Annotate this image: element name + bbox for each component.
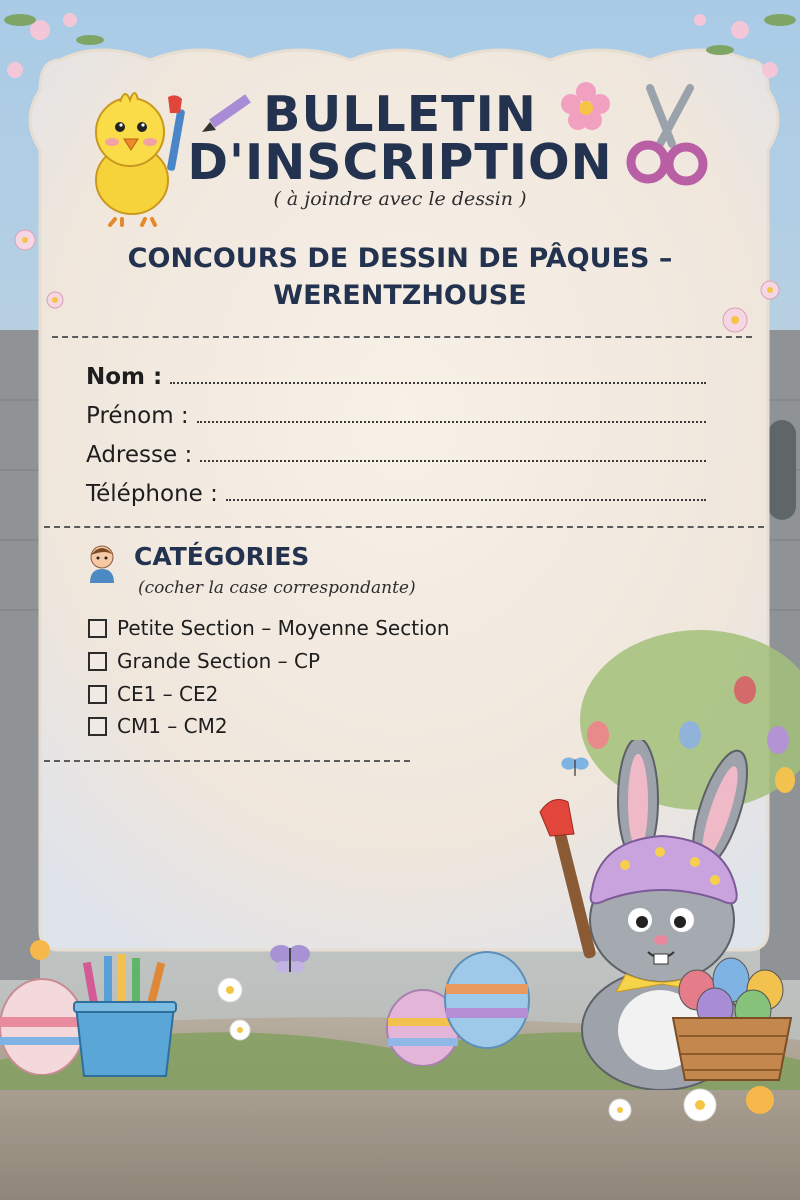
category-option[interactable] [88,616,450,640]
prenom-line[interactable] [197,407,706,423]
contest-line-2: WERENTZHOUSE [273,280,527,311]
checkbox[interactable] [88,619,107,638]
category-option[interactable] [88,649,320,673]
nom-line[interactable] [170,368,706,384]
category-label: Petite Section – Moyenne Section [117,616,450,640]
divider-middle [44,526,764,528]
category-label: CM1 – CM2 [117,714,228,738]
title-line-1: BULLETIN [263,86,537,143]
category-label: Grande Section – CP [117,649,321,673]
pencil-cup-icon [72,952,182,1082]
checkbox[interactable] [88,717,107,736]
title-line-2: D'INSCRIPTION [187,134,613,191]
contest-line-1: CONCOURS DE DESSIN DE PÂQUES – [127,243,673,274]
child-icon [86,543,118,583]
adresse-field[interactable] [86,442,706,468]
telephone-field[interactable] [86,481,706,507]
adresse-line[interactable] [200,446,706,462]
adresse-label: Adresse : [86,442,193,468]
categories-title: CATÉGORIES [134,542,310,571]
easter-egg-icon [442,950,532,1050]
category-option[interactable] [88,682,218,706]
subtitle: ( à joindre avec le dessin ) [273,188,527,210]
nom-field[interactable] [86,364,706,390]
categories-hint: (cocher la case correspondante) [138,578,416,598]
checkbox[interactable] [88,652,107,671]
checkbox[interactable] [88,685,107,704]
category-label: CE1 – CE2 [117,682,219,706]
prenom-label: Prénom : [86,403,189,429]
divider-top [52,336,752,338]
nom-label: Nom : [86,364,163,390]
category-option[interactable] [88,714,228,738]
basket-icon [665,948,800,1088]
divider-bottom [44,760,410,762]
prenom-field[interactable] [86,403,706,429]
telephone-label: Téléphone : [86,481,218,507]
telephone-line[interactable] [226,485,706,501]
butterfly-icon [268,942,312,976]
